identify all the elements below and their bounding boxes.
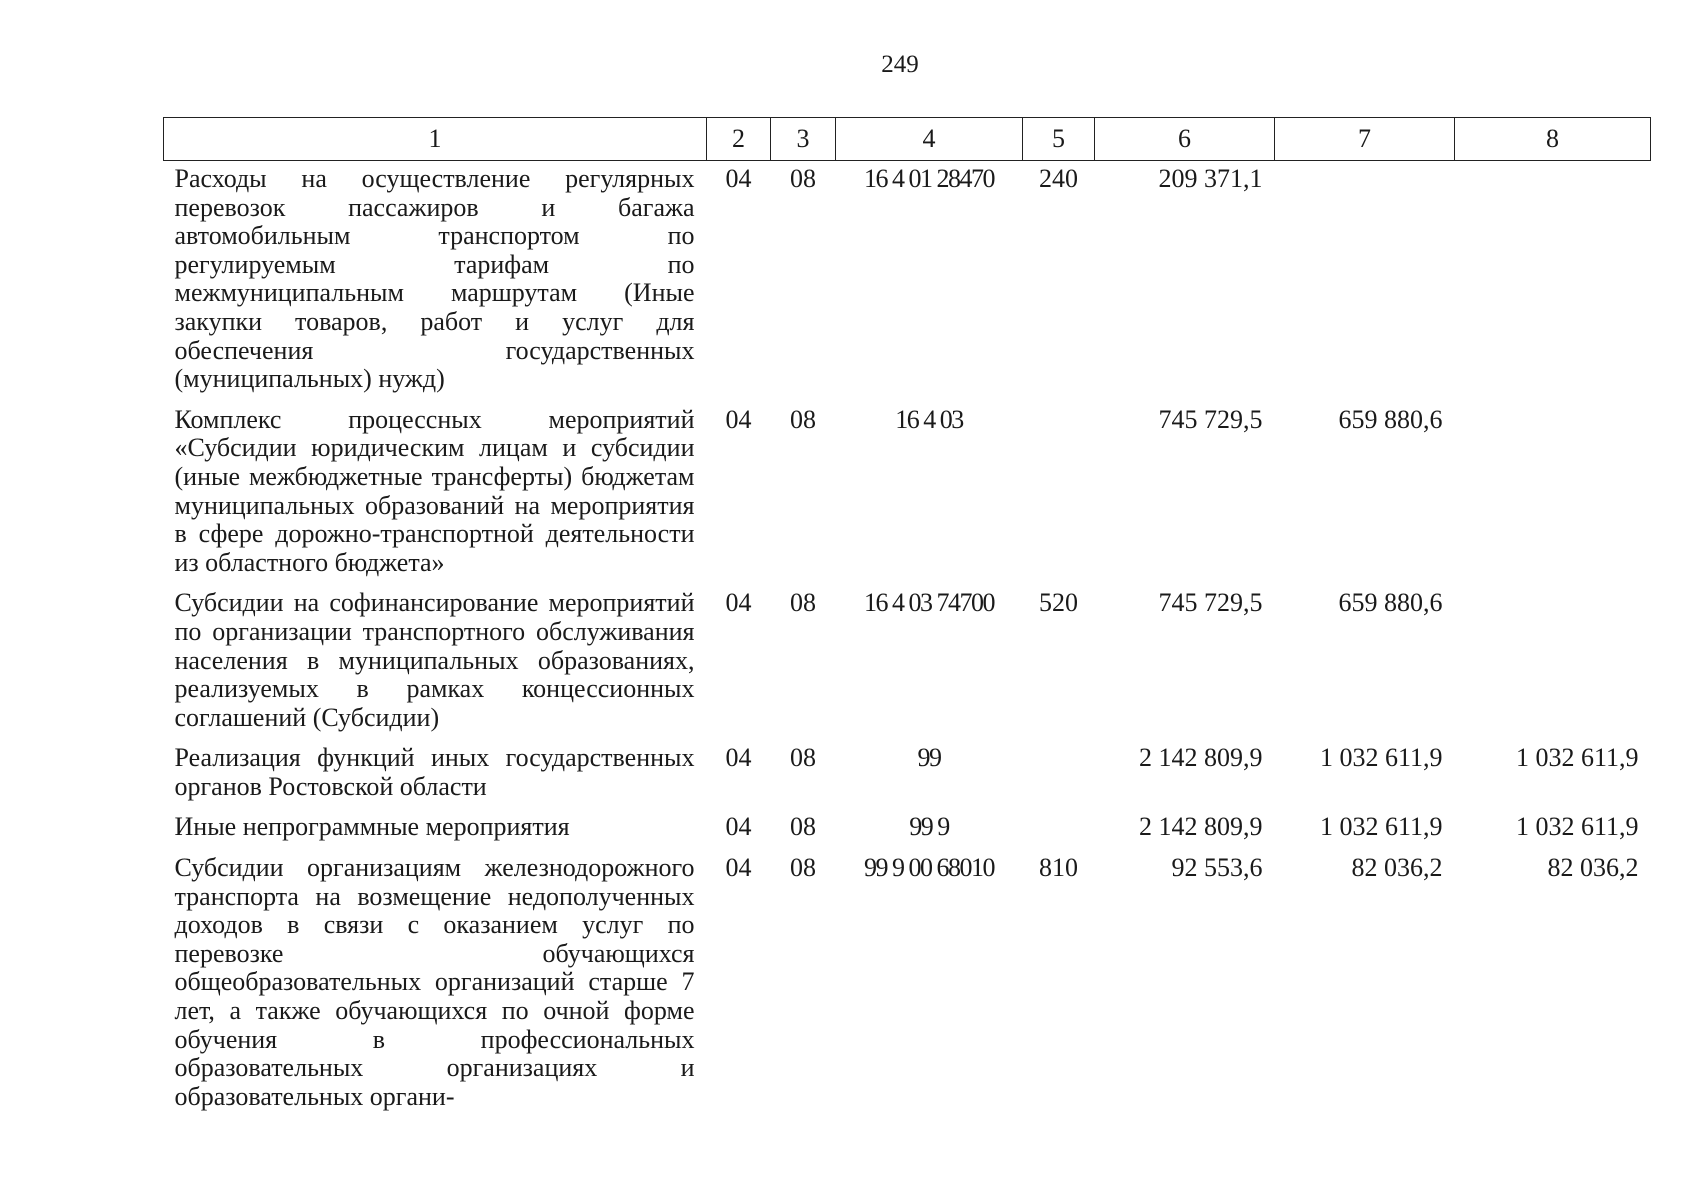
table-header-row	[164, 118, 1651, 161]
header-col-4: 4	[836, 118, 1023, 161]
row-expense-type-code: 520	[1039, 588, 1078, 618]
row-name: Субсидии организациям железнодорожного транспорта на возмещение недополученных доходов в связи с оказанием услуг по перевозке обучающихся общеобразовательных организаций старше 7 лет, а также обучающихся по очной форме обучения в профессиональных образовательных организациях и образовательных органи-	[174, 853, 695, 1111]
row-expense-type-code: 810	[1039, 853, 1078, 883]
row-amount-year-2: 659 880,6	[1338, 404, 1443, 434]
budget-table	[163, 117, 1651, 1119]
row-name: Иные непрограммные мероприятия	[174, 812, 570, 842]
header-col-3: 3	[771, 118, 836, 161]
row-amount-year-2: 1 032 611,9	[1319, 812, 1443, 842]
table-row	[164, 809, 1651, 850]
header-col-7: 7	[1275, 118, 1455, 161]
row-amount-year-1: 2 142 809,9	[1139, 812, 1263, 842]
row-subsection-code: 08	[790, 812, 816, 842]
row-section-code: 04	[725, 164, 752, 193]
page-number: 249	[881, 51, 919, 78]
row-amount-year-3	[1455, 402, 1651, 586]
row-subsection-code: 08	[790, 588, 816, 618]
row-amount-year-1: 2 142 809,9	[1139, 743, 1263, 773]
row-amount-year-3: 82 036,2	[1547, 853, 1639, 883]
table-row	[164, 585, 1651, 740]
row-expense-type-code: 240	[1039, 164, 1078, 193]
row-target-article-code: 99	[917, 743, 941, 773]
row-name: Комплекс процессных мероприятий «Субсидии юридическим лицам и субсидии (иные межбюджетные трансферты) бюджетам муниципальных образований на мероприятия в сфере дорожно-транспортной деятельности из областного бюджета»	[174, 404, 695, 577]
row-subsection-code: 08	[790, 164, 816, 193]
row-section-code: 04	[725, 743, 752, 773]
table-row	[164, 850, 1651, 1119]
header-col-6: 6	[1095, 118, 1275, 161]
row-amount-year-3: 1 032 611,9	[1515, 812, 1639, 842]
row-subsection-code: 08	[790, 404, 816, 434]
table-row	[164, 402, 1651, 586]
header-col-2: 2	[707, 118, 771, 161]
row-amount-year-3	[1455, 585, 1651, 740]
row-section-code: 04	[725, 853, 752, 883]
row-target-article-code: 99 9	[909, 812, 949, 842]
row-amount-year-3: 1 032 611,9	[1515, 743, 1639, 773]
header-col-1: 1	[164, 118, 707, 161]
row-expense-type-code	[1023, 402, 1095, 586]
row-expense-type-code	[1023, 740, 1095, 809]
row-amount-year-2: 659 880,6	[1338, 588, 1443, 618]
row-amount-year-1: 745 729,5	[1158, 588, 1263, 618]
row-name: Расходы на осуществление регулярных перевозок пассажиров и багажа автомобильным транспортом по регулируемым тарифам по межмуниципальным маршрутам (Иные закупки товаров, работ и услуг для обеспечения государственных (муниципальных) нужд)	[174, 164, 695, 394]
row-amount-year-1: 209 371,1	[1158, 164, 1263, 193]
header-col-5: 5	[1023, 118, 1095, 161]
row-amount-year-2: 1 032 611,9	[1319, 743, 1443, 773]
row-name: Субсидии на софинансирование мероприятий по организации транспортного обслуживания населения в муниципальных образованиях, реализуемых в рамках концессионных соглашений (Субсидии)	[174, 588, 695, 732]
row-section-code: 04	[725, 812, 752, 842]
row-section-code: 04	[725, 404, 752, 434]
table-row	[164, 740, 1651, 809]
row-amount-year-1: 92 553,6	[1171, 853, 1263, 883]
table-row	[164, 161, 1651, 402]
row-expense-type-code	[1023, 809, 1095, 850]
row-target-article-code: 16 4 03 74700	[864, 588, 994, 618]
row-target-article-code: 16 4 03	[895, 404, 963, 434]
header-col-8: 8	[1455, 118, 1651, 161]
row-subsection-code: 08	[790, 853, 816, 883]
row-target-article-code: 16 4 01 28470	[864, 164, 994, 193]
row-target-article-code: 99 9 00 68010	[864, 853, 994, 883]
row-amount-year-3	[1455, 161, 1651, 402]
row-amount-year-2: 82 036,2	[1351, 853, 1443, 883]
row-subsection-code: 08	[790, 743, 816, 773]
row-amount-year-2	[1275, 161, 1455, 402]
row-amount-year-1: 745 729,5	[1158, 404, 1263, 434]
row-section-code: 04	[725, 588, 752, 618]
row-name: Реализация функций иных государственных органов Ростовской области	[174, 743, 695, 801]
